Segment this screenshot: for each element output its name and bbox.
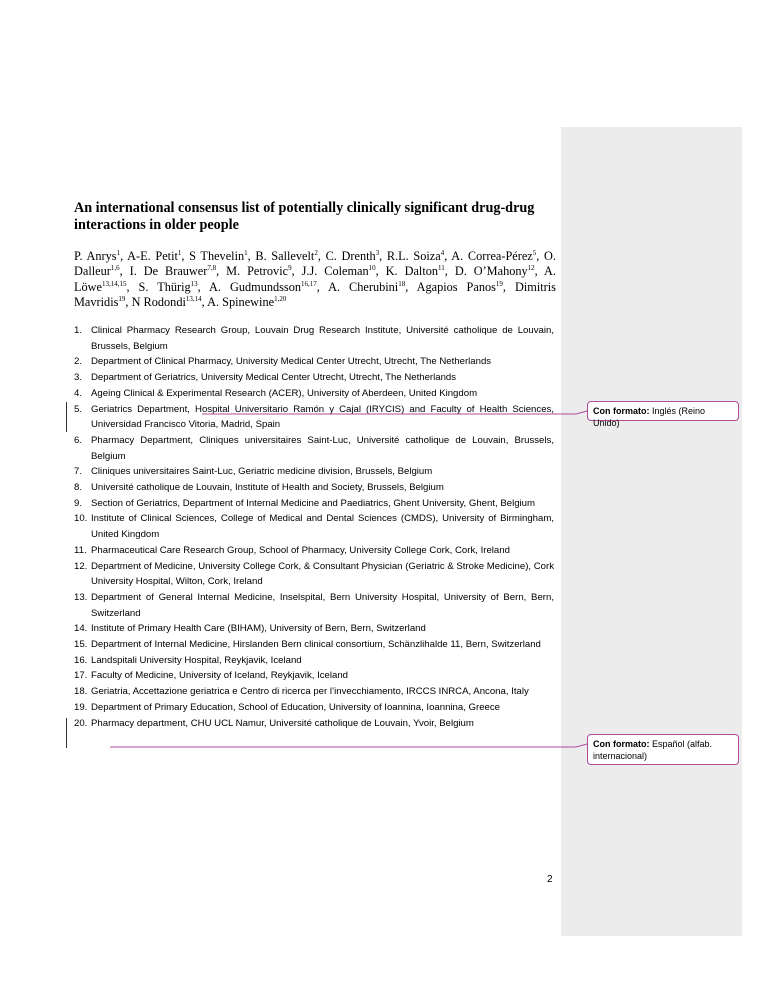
affiliation-number: 6. bbox=[74, 434, 83, 446]
author-affiliation-ref: 11 bbox=[438, 264, 445, 273]
affiliation-text: Department of General Internal Medicine, Inselspital, Bern University Hospital, University of Bern, Bern, Switzerland bbox=[91, 591, 554, 619]
author: P. Anrys bbox=[74, 249, 117, 263]
affiliation-text: Landspitali University Hospital, Reykjavik, Iceland bbox=[91, 654, 302, 666]
author-affiliation-ref: 1 bbox=[244, 249, 248, 257]
author-list: P. Anrys$^1$, A-E. Petit$^1$, S Thevelin$^1$, B. Sallevelt$^2$, C. Drenth$^3$, R.L. Soiza$^4$, A. Correa-Pérez$^5$, O. Dalleur$^{1,6}$, I. De Brauwer$^{7,8}$, M. Petrovic$^9$, J.J. Coleman$^{10}$, K. Dalton$^{11}$, D. O’Mahony$^{12}$, A. Löwe$^{13,14,15}$, S. Thürig$^{13}$, A. Gudmundsson$^{16,17}$, A. Cherubini$^{18}$, Agapios Panos$^{19}$, Dimitris Mavridis$^{19}$, N Rodondi$^{13,14}$, A. Spinewine$^{1,20}$ bbox=[74, 249, 556, 310]
affiliation-text: Institute of Primary Health Care (BIHAM), University of Bern, Bern, Switzerland bbox=[91, 623, 426, 635]
author: A. Correa-Pérez bbox=[451, 249, 533, 263]
author: Agapios Panos bbox=[416, 279, 496, 294]
affiliation-number: 2. bbox=[74, 356, 83, 368]
paper-title: An international consensus list of potentially clinically significant drug-drug interactions in older people bbox=[74, 200, 535, 233]
affiliation-number: 16. bbox=[74, 654, 88, 666]
affiliation-text: Geriatrics Department, Hospital Universitario Ramón y Cajal (IRYCIS) and Faculty of Health Sciences, Universidad Francisco Vitoria, Madrid, Spain bbox=[91, 403, 554, 431]
author-affiliation-ref: 19 bbox=[495, 279, 503, 288]
affiliation-number: 5. bbox=[74, 403, 83, 415]
affiliation-text: Department of Geriatrics, University Medical Center Utrecht, Utrecht, The Netherlands bbox=[91, 372, 457, 384]
author: A. Cherubini bbox=[328, 279, 399, 294]
affiliation-number: 8. bbox=[74, 482, 83, 494]
author-affiliation-ref: 1 bbox=[116, 249, 121, 257]
author-affiliation-ref: 18 bbox=[398, 279, 406, 288]
affiliation-text: Department of Clinical Pharmacy, University Medical Center Utrecht, Utrecht, The Netherlands bbox=[91, 356, 492, 368]
affiliation-number: 17. bbox=[74, 670, 88, 682]
comment-connector-1 bbox=[202, 411, 587, 414]
affiliation-text: Faculty of Medicine, University of Iceland, Reykjavik, Iceland bbox=[91, 670, 349, 682]
author: R.L. Soiza bbox=[386, 249, 441, 263]
author: C. Drenth bbox=[325, 249, 376, 263]
affiliation-number: 11. bbox=[74, 544, 87, 556]
affiliation-text: Department of Internal Medicine, Hirslanden Bern clinical consortium, Schänzlihalde 11, Bern, Switzerland bbox=[91, 639, 541, 651]
affiliation-text: Ageing Clinical & Experimental Research (ACER), University of Aberdeen, United Kingdom bbox=[91, 387, 478, 399]
author-affiliation-ref: 13,14 bbox=[185, 295, 202, 304]
author-affiliation-ref: 12 bbox=[527, 264, 535, 273]
author-affiliation-ref: 10 bbox=[368, 264, 376, 273]
affiliation-text: Department of Medicine, University College Cork, & Consultant Physician (Geriatric & Stroke Medicine), Cork University Hospital, Wilton, Cork, Ireland bbox=[91, 560, 554, 588]
affiliation-number: 9. bbox=[74, 497, 83, 509]
author-affiliation-ref: 9 bbox=[288, 264, 292, 273]
author: A. Löwe bbox=[74, 264, 556, 294]
affiliation-number: 1. bbox=[74, 325, 83, 336]
author: I. De Brauwer bbox=[129, 264, 208, 279]
affiliation-text: Pharmacy Department, Cliniques universitaires Saint-Luc, Université catholique de Louvain, Brussels, Belgium bbox=[91, 434, 554, 462]
page-number: 2 bbox=[547, 874, 553, 885]
author: A. Gudmundsson bbox=[209, 279, 302, 294]
format-comment-1[interactable] bbox=[587, 401, 739, 428]
comment-label: Con formato: bbox=[593, 739, 650, 749]
author: D. O’Mahony bbox=[454, 264, 528, 279]
affiliation-text: Section of Geriatrics, Department of Internal Medicine and Paediatrics, Ghent University, Ghent, Belgium bbox=[91, 497, 536, 509]
author-affiliation-ref: 1,20 bbox=[274, 295, 287, 304]
affiliation-number: 15. bbox=[74, 639, 88, 651]
author-affiliation-ref: 19 bbox=[118, 295, 126, 304]
author-affiliation-ref: 1 bbox=[177, 249, 182, 257]
affiliation-text: Clinical Pharmacy Research Group, Louvain Drug Research Institute, Université catholique de Louvain, Brussels, Belgium bbox=[91, 325, 554, 352]
affiliation-number: 18. bbox=[74, 686, 88, 698]
author: N Rodondi bbox=[131, 295, 186, 310]
affiliation-number: 13. bbox=[74, 591, 88, 603]
comment-connector-2 bbox=[110, 744, 587, 747]
affiliation-number: 3. bbox=[74, 372, 83, 384]
author-affiliation-ref: 13 bbox=[190, 279, 198, 288]
affiliation-number: 14. bbox=[74, 623, 88, 635]
author: O. Dalleur bbox=[74, 249, 556, 279]
author-affiliation-ref: 2 bbox=[314, 249, 318, 257]
author: A-E. Petit bbox=[127, 249, 178, 263]
author: A. Spinewine bbox=[207, 295, 275, 310]
affiliation-text: Pharmacy department, CHU UCL Namur, Université catholique de Louvain, Yvoir, Belgium bbox=[91, 717, 474, 729]
author: J.J. Coleman bbox=[301, 264, 369, 279]
author-affiliation-ref: 13,14,15 bbox=[102, 279, 127, 288]
affiliation-text: Cliniques universitaires Saint-Luc, Geriatric medicine division, Brussels, Belgium bbox=[91, 466, 433, 478]
affiliation-number: 19. bbox=[74, 701, 88, 713]
affiliation-text: Institute of Clinical Sciences, College of Medical and Dental Sciences (CMDS), University of Birmingham, United Kingdom bbox=[91, 513, 554, 541]
affiliation-text: Pharmaceutical Care Research Group, School of Pharmacy, University College Cork, Cork, Ireland bbox=[91, 544, 510, 556]
author: S. Thürig bbox=[138, 279, 191, 294]
comment-value: Inglés (Reino Unido) bbox=[593, 406, 706, 428]
affiliation-text: Geriatria, Accettazione geriatrica e Centro di ricerca per l’invecchiamento, IRCCS INRCA, Ancona, Italy bbox=[91, 686, 529, 698]
comment-label: Con formato: bbox=[593, 406, 650, 416]
author: Dimitris Mavridis bbox=[74, 279, 556, 310]
author-affiliation-ref: 4 bbox=[440, 249, 445, 257]
affiliation-number: 7. bbox=[74, 466, 83, 478]
author: B. Sallevelt bbox=[255, 249, 315, 263]
affiliation-number: 20. bbox=[74, 717, 88, 729]
affiliation-text: Université catholique de Louvain, Institute of Health and Society, Brussels, Belgium bbox=[91, 482, 444, 494]
author-affiliation-ref: 16,17 bbox=[301, 279, 317, 288]
author-affiliation-ref: 3 bbox=[375, 249, 380, 257]
author: S Thevelin bbox=[189, 249, 245, 263]
author: K. Dalton bbox=[385, 264, 439, 279]
author-affiliation-ref: 5 bbox=[532, 249, 537, 257]
affiliation-number: 10. bbox=[74, 513, 88, 525]
author: M. Petrovic bbox=[226, 264, 289, 279]
comment-value: Español (alfab. internacional) bbox=[593, 739, 713, 761]
affiliation-text: Department of Primary Education, School of Education, University of Ioannina, Ioannina, Greece bbox=[91, 701, 501, 713]
affiliation-number: 12. bbox=[74, 560, 88, 572]
format-comment-2[interactable] bbox=[587, 734, 739, 765]
author-affiliation-ref: 7,8 bbox=[207, 264, 217, 273]
affiliation-number: 4. bbox=[74, 387, 83, 399]
author-affiliation-ref: 1,6 bbox=[110, 264, 120, 273]
